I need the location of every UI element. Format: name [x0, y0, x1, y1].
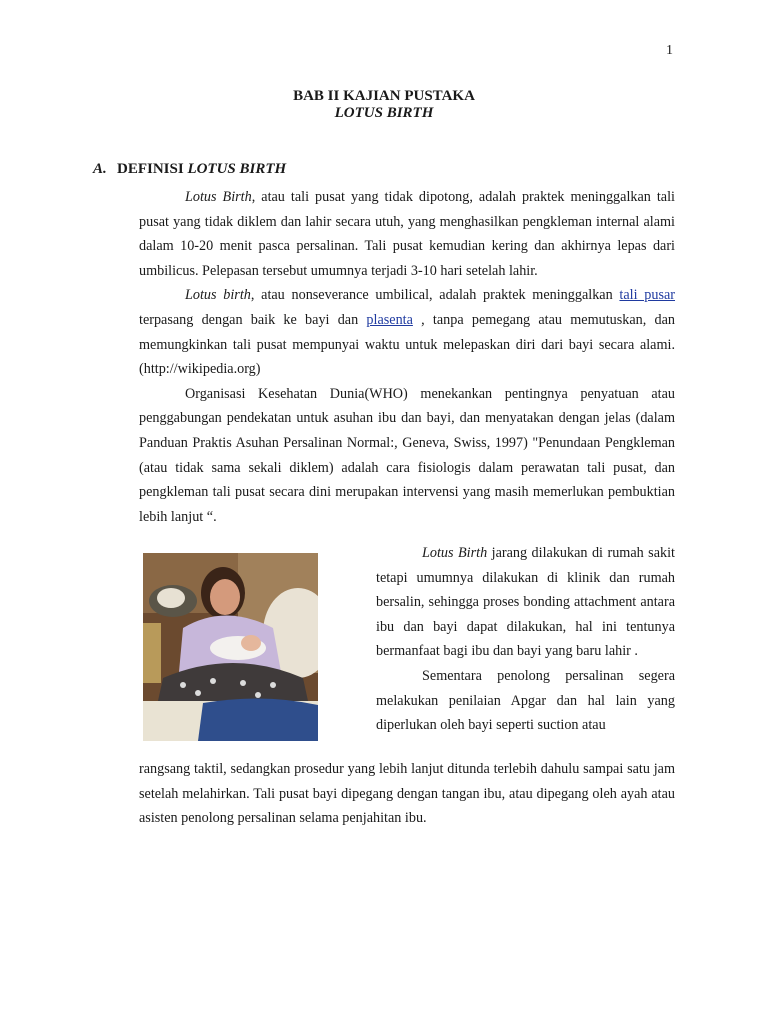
section-label: DEFINISI [117, 161, 188, 177]
paragraph-1 [139, 185, 675, 283]
section-heading [93, 161, 286, 178]
paragraph-4-text: jarang dilakukan di rumah sakit tetapi umumnya dilakukan di klinik dan rumah bersalin, sehingga proses bonding attachment antara ibu dan bayi dapat dilakukan, hal ini tentunya bermanfaat bagi ibu dan bayi yang baru lahir . [376, 545, 675, 660]
link-plasenta[interactable]: plasenta [366, 311, 413, 328]
page-number: 1 [666, 43, 673, 58]
paragraph-2-text-a: , atau nonseverance umbilical, adalah praktek meninggalkan [250, 287, 620, 304]
body-text [139, 185, 675, 529]
section-label-italic: LOTUS BIRTH [187, 161, 287, 177]
paragraph-2 [139, 283, 675, 381]
paragraph-2-text-c: , tanpa pemegang atau memutuskan, dan memungkinkan tali pusat mempunyai waktu untuk melepaskan diri dari bayi secara alami.(http://wikipedia.org) [139, 311, 675, 378]
chapter-heading: BAB II KAJIAN PUSTAKA [293, 88, 475, 104]
paragraph-4 [376, 541, 675, 664]
section-letter: A. [93, 161, 107, 177]
mother-baby-photo [143, 553, 318, 741]
link-tali-pusar[interactable]: tali pusar [619, 287, 676, 304]
paragraph-1-text: , atau tali pusat yang tidak dipotong, adalah praktek meninggalkan tali pusat yang tidak diklem dan lahir secara utuh, yang menghasilkan pengkleman internal alami dalam 10-20 menit pasca persalinan. Tali pusat kemudian kering dan akhirnya lepas dari umbilicus. Pelepasan tersebut umumnya terjadi 3-10 hari setelah lahir. [139, 189, 675, 279]
photo-illustration [143, 553, 318, 741]
paragraph-5-start: Sementara penolong persalinan segera melakukan penilaian Apgar dan hal lain yang diperlukan oleh bayi seperti suction atau [376, 667, 675, 734]
paragraph-3: Organisasi Kesehatan Dunia(WHO) menekankan pentingnya penyatuan atau penggabungan pendekatan untuk asuhan ibu dan bayi, dan menyatakan dengan jelas (dalam Panduan Praktis Asuhan Persalinan Normal:, Geneva, Swiss, 1997) "Penundaan Pengkleman (atau tidak sama sekali diklem) adalah cara fisiologis dalam perawatan tali pusat, dan pengkleman tali pusat secara dini merupakan intervensi yang masih memerlukan pembuktian lebih lanjut “. [139, 385, 675, 525]
paragraph-2-text-b: terpasang dengan baik ke bayi dan [139, 311, 367, 328]
term-lotus-birth-3: Lotus Birth [422, 545, 488, 561]
paragraph-5-continuation: rangsang taktil, sedangkan prosedur yang lebih lanjut ditunda terlebih dahulu sampai satu jam setelah melahirkan. Tali pusat bayi dipegang dengan tangan ibu, atau dipegang oleh ayah atau asisten penolong persalinan selama penjahitan ibu. [139, 761, 675, 827]
chapter-title [0, 88, 768, 122]
wrapped-text [376, 541, 675, 738]
term-lotus-birth-2: Lotus birth [185, 287, 251, 304]
term-lotus-birth: Lotus Birth [185, 189, 252, 205]
chapter-subtitle: LOTUS BIRTH [334, 105, 434, 121]
